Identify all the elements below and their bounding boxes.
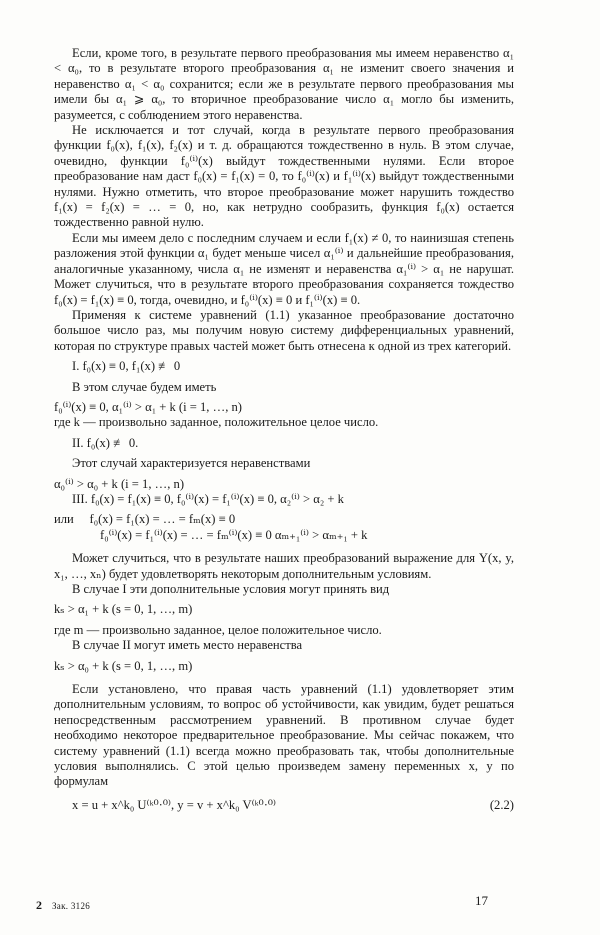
case-2-intro: Этот случай характеризуется неравенствами	[72, 456, 311, 471]
paragraph: Если, кроме того, в результате первого преобразования мы имеем неравенство α₁ < α₀, то в результате второго преобразования α₁ не изменит своего значения и неравенство α₁ < α₀ сохранится; если же в результате первого преобразования мы имели бы α₁ ⩾ α₀, то вторичное преобразование число α₁ могло бы изменить, разумеется, с соблюдением этого неравенства.	[54, 46, 514, 122]
paragraph: Не исключается и тот случай, когда в результате первого преобразования функции f₀(x), f₁(x), f₂(x) и т. д. обращаются тождественно в нуль. В этом случае, очевидно, функции f₀⁽ⁱ⁾(x) выйдут тождественными нулями. Если второе преобразование нам даст f₀(x) = f₁(x) = 0, то f₀⁽ⁱ⁾(x) и f₁⁽ⁱ⁾(x) выйдут тождественными нулями. Нужно отметить, что второе преобразование может нарушить тождество f₁(x) = f₂(x) = … = 0, но, как нетрудно сообразить, функция f₀(x) остается тождественно равной нулю.	[54, 123, 514, 230]
signature-mark: 2	[36, 898, 42, 912]
after-cases-paragraph: Может случиться, что в результате наших преобразований выражение для Y(x, y, x₁, …, xₙ) будет удовлетворять некоторым дополнительным условиям.	[54, 551, 514, 581]
case-1-intro: В этом случае будем иметь	[72, 379, 217, 394]
final-equation-formula: x = u + x^k₀ U⁽ᵏ⁰·⁰⁾, y = v + x^k₀ V⁽ᵏ⁰·⁰⁾	[72, 797, 277, 812]
case-3-alt-1	[54, 512, 514, 527]
condition-1-intro: В случае I эти дополнительные условия могут принять вид	[72, 582, 390, 596]
condition-2-equation: kₛ > α₀ + k (s = 0, 1, …, m)	[54, 658, 193, 673]
case-2-heading: II. f₀(x) ≢ 0.	[72, 435, 139, 450]
case-1-heading: I. f₀(x) ≡ 0, f₁(x) ≢ 0	[72, 359, 181, 374]
equation-number: (2.2)	[489, 797, 514, 812]
page-number: 17	[475, 893, 488, 908]
page-body	[54, 46, 514, 813]
case-1-where: где k — произвольно заданное, положительное целое число.	[54, 415, 379, 430]
paragraph: Если мы имеем дело с последним случаем и если f₁(x) ≠ 0, то наинизшая степень разложения этой функции α₁ будет меньше чисел α₁⁽ⁱ⁾ и дальнейшие преобразования, аналогичные указанному, числа α₁ не изменят и неравенства α₁⁽ⁱ⁾ > α₁ не нарушат. Может случиться, что в результате второго преобразования сохраняется тождество f₀(x) = f₁(x) ≡ 0, тогда, очевидно, и f₀⁽ⁱ⁾(x) ≡ 0 и f₁⁽ⁱ⁾(x) ≡ 0.	[54, 230, 514, 307]
order-number: Зак. 3126	[52, 901, 91, 911]
final-paragraph: Если установлено, что правая часть уравнений (1.1) удовлетворяет этим дополнительным условиям, то вопрос об устойчивости, как увидим, будет решаться непосредственным рассмотрением уравнений. В противном случае будет необходимо некоторое предварительное преобразование. Мы сейчас покажем, что систему уравнений (1.1) всегда можно преобразовать так, чтобы дополнительные условия выполнялись. С этой целью произведем замену переменных x, y по формулам	[54, 682, 514, 789]
case-3-alt-2: f₀⁽ⁱ⁾(x) = f₁⁽ⁱ⁾(x) = … = fₘ⁽ⁱ⁾(x) ≡ 0 αₘ₊₁⁽ⁱ⁾ > αₘ₊₁ + k	[100, 527, 368, 542]
condition-1-where: где m — произвольно заданное, целое положительное число.	[54, 622, 382, 637]
case-1-equation: f₀⁽ⁱ⁾(x) ≡ 0, α₁⁽ⁱ⁾ > α₁ + k (i = 1, …, n)	[54, 399, 242, 414]
paragraph: Применяя к системе уравнений (1.1) указанное преобразование достаточно большое число раз, мы получим новую систему дифференциальных уравнений, которая по структуре правых частей может быть отнесена к одной из трех категорий.	[54, 307, 514, 353]
footer-signature-line	[36, 898, 90, 913]
condition-1-equation: kₛ > α₁ + k (s = 0, 1, …, m)	[54, 602, 193, 617]
case-3-alt-1-formula: f₀(x) = f₁(x) = … = fₘ(x) ≡ 0	[89, 512, 236, 527]
case-3-heading: III. f₀(x) = f₁(x) ≡ 0, f₀⁽ⁱ⁾(x) = f₁⁽ⁱ⁾(x) ≡ 0, α₂⁽ⁱ⁾ > α₂ + k	[72, 491, 344, 506]
case-2-equation: α₀⁽ⁱ⁾ > α₀ + k (i = 1, …, n)	[54, 476, 185, 491]
or-label: или	[54, 512, 74, 527]
condition-2-intro: В случае II могут иметь место неравенства	[72, 638, 303, 653]
final-equation	[54, 798, 514, 813]
